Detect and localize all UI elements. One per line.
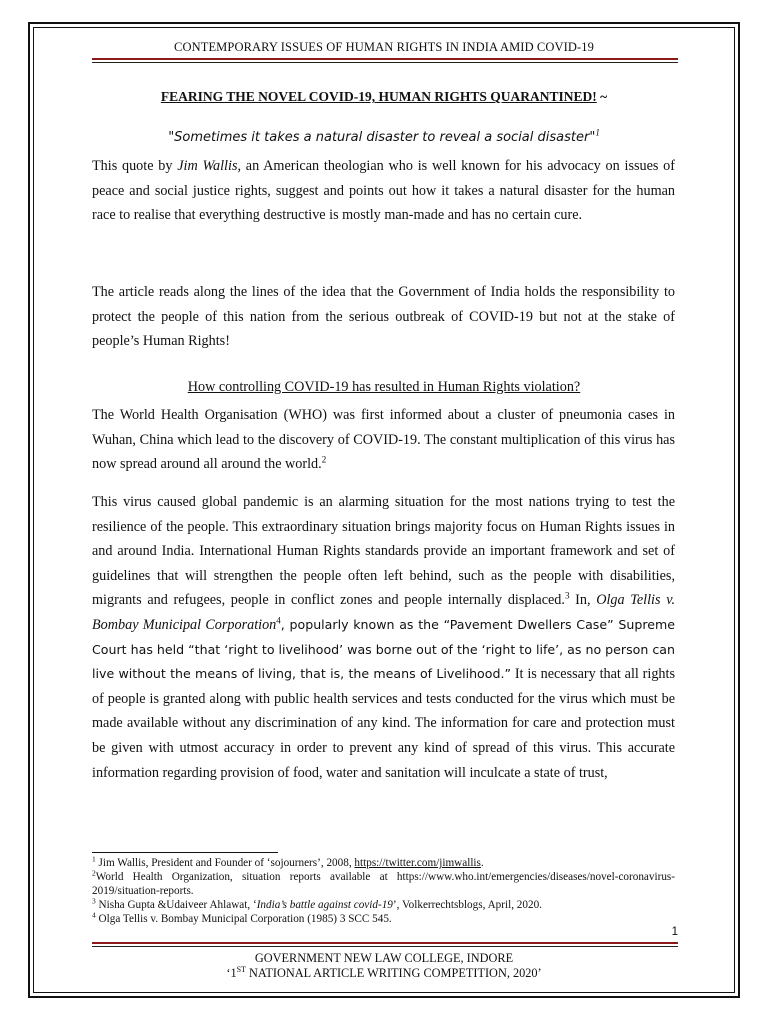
footer-rule-red	[92, 942, 678, 944]
author-name: Jim Wallis	[177, 158, 238, 174]
header-rule-dark	[92, 62, 678, 63]
footnote-2: $^2$World Health Organization, situation reports available at https://www.who.int/emergencies/diseases/novel-coronavirus-2019/situation-reports.	[92, 868, 675, 897]
footnote-1: $^1$ Jim Wallis, President and Founder of ‘sojourners’, 2008, https://twitter.com/jimwallis.	[92, 854, 484, 869]
footer-competition: ‘1ST NATIONAL ARTICLE WRITING COMPETITION, 2020’	[226, 964, 542, 980]
section-subheading: How controlling COVID-19 has resulted in Human Rights violation?	[187, 379, 581, 395]
footnote-4: $^4$ Olga Tellis v. Bombay Municipal Corporation (1985) 3 SCC 545.	[92, 910, 392, 925]
epigraph-quote: "Sometimes it takes a natural disaster to reveal a social disaster"$^1$	[168, 127, 600, 145]
footnote-ref-2: 2	[321, 454, 327, 465]
running-header: CONTEMPORARY ISSUES OF HUMAN RIGHTS IN INDIA AMID COVID-19	[174, 40, 594, 54]
article-title: FEARING THE NOVEL COVID-19, HUMAN RIGHTS QUARANTINED! ~	[160, 89, 608, 104]
footer-institution: GOVERNMENT NEW LAW COLLEGE, INDORE	[254, 951, 514, 965]
footnote-ref-1: 1	[595, 127, 600, 138]
paragraph-who: The World Health Organisation (WHO) was first informed about a cluster of pneumonia cases in Wuhan, China which lead to the discovery of COVID-19. The constant multiplication of this virus has now spread around all around the world.$^2$	[92, 407, 675, 473]
footer-rule-dark	[92, 946, 678, 947]
footnote-ref-3: 3	[564, 590, 570, 601]
page-number: 1	[671, 926, 678, 938]
footnote-link[interactable]: https://twitter.com/jimwallis	[354, 857, 481, 869]
header-rule-red	[92, 58, 678, 60]
paragraph-intro: This quote by Jim Wallis, an American theologian who is well known for his advocacy on issues of peace and social justice rights, suggest and points out how it takes a natural disaster for the human race to realise that everything destructive is mostly man-made and has no certain cure.	[92, 158, 675, 224]
page-footer	[40, 951, 728, 981]
footnote-ref-4: 4	[276, 615, 281, 626]
paragraph-pandemic: This virus caused global pandemic is an alarming situation for the most nations trying to test the resilience of the people. This extraordinary situation brings majority focus on Human Rights issues in and around India. International Human Rights standards provide an important framework and set of guidelines that will strengthen the people often left behind, such as the people with disabilities, migrants and refugees, people in conflict zones and people internally displaced.$^3$ In, Olga Tellis v. Bombay Municipal Corporation$^4$, popularly known as the “Pavement Dwellers Case” Supreme Court has held “that ‘right to livelihood’ was borne out of the ‘right to life’, as no person can live without the means of living, that is, the means of Livelihood.” It is necessary that all rights of people is granted along with public health services and tests conducted for the virus which must be made available without any discrimination of any kind. The information for care and protection must be given with utmost accuracy in order to prevent any kind of spread of this virus. This accurate information regarding provision of food, water and sanitation will inculcate a state of trust,	[92, 494, 676, 781]
paragraph-thesis: The article reads along the lines of the idea that the Government of India holds the responsibility to protect the people of this nation from the serious outbreak of COVID-19 but not at the stake of people’s Human Rights!	[92, 284, 675, 350]
footnote-3: $^3$ Nisha Gupta &Udaiveer Ahlawat, ‘India’s battle against covid-19’, Volkerrechtsblogs, April, 2020.	[92, 896, 542, 911]
case-name: Olga Tellis v. Bombay Municipal Corporation	[92, 592, 676, 633]
footnote-separator	[92, 852, 278, 853]
